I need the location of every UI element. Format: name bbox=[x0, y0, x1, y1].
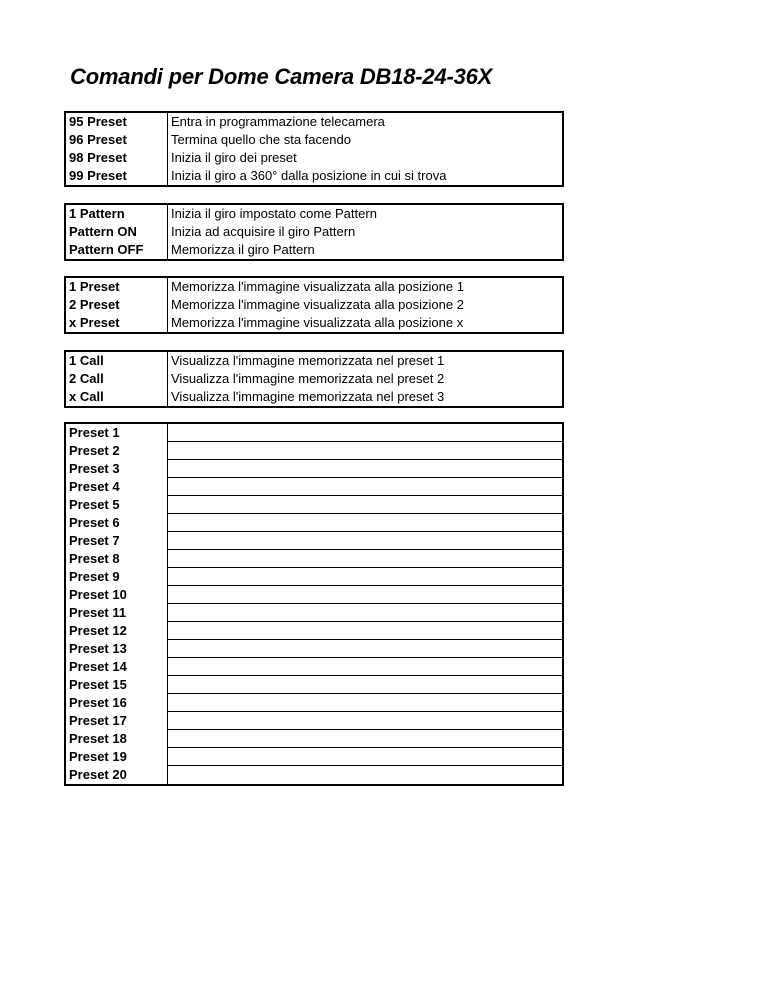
command-description-column bbox=[168, 205, 562, 259]
command-description: Visualizza l'immagine memorizzata nel preset 1 bbox=[171, 353, 445, 368]
command-key: Preset 18 bbox=[69, 731, 127, 746]
command-description-column bbox=[168, 113, 562, 185]
command-key: Preset 9 bbox=[69, 569, 120, 584]
command-description: Memorizza l'immagine visualizzata alla posizione x bbox=[171, 315, 464, 330]
command-key: Preset 17 bbox=[69, 713, 127, 728]
command-key-column bbox=[66, 278, 168, 332]
command-description: Entra in programmazione telecamera bbox=[171, 114, 385, 129]
command-description: Memorizza il giro Pattern bbox=[171, 242, 315, 257]
command-description bbox=[168, 748, 562, 766]
command-block-2 bbox=[64, 203, 564, 261]
command-block-4 bbox=[64, 350, 564, 408]
command-key: Preset 11 bbox=[69, 605, 127, 620]
command-key-column bbox=[66, 352, 168, 406]
command-key: 1 Call bbox=[69, 353, 104, 368]
command-description-column bbox=[168, 424, 562, 784]
command-key: Preset 15 bbox=[69, 677, 127, 692]
command-description: Inizia il giro dei preset bbox=[171, 150, 297, 165]
command-description bbox=[168, 676, 562, 694]
command-key: Preset 5 bbox=[69, 497, 120, 512]
command-description bbox=[168, 550, 562, 568]
command-key: 95 Preset bbox=[69, 114, 127, 129]
command-key: Preset 4 bbox=[69, 479, 120, 494]
command-key: 96 Preset bbox=[69, 132, 127, 147]
command-description bbox=[168, 640, 562, 658]
command-key: 1 Pattern bbox=[69, 206, 125, 221]
command-block-5 bbox=[64, 422, 564, 786]
command-key: 1 Preset bbox=[69, 279, 120, 294]
command-description: Inizia ad acquisire il giro Pattern bbox=[171, 224, 356, 239]
command-key: Preset 12 bbox=[69, 623, 127, 638]
command-description bbox=[168, 460, 562, 478]
command-key: Preset 19 bbox=[69, 749, 127, 764]
command-key: Preset 8 bbox=[69, 551, 120, 566]
command-key: Preset 10 bbox=[69, 587, 127, 602]
command-key-column bbox=[66, 424, 168, 784]
command-description: Visualizza l'immagine memorizzata nel preset 3 bbox=[171, 389, 445, 404]
command-key: Preset 2 bbox=[69, 443, 120, 458]
command-description: Visualizza l'immagine memorizzata nel preset 2 bbox=[171, 371, 445, 386]
command-description bbox=[168, 658, 562, 676]
command-key: Preset 3 bbox=[69, 461, 120, 476]
command-description bbox=[168, 604, 562, 622]
command-description bbox=[168, 514, 562, 532]
command-description bbox=[168, 694, 562, 712]
command-key: Preset 1 bbox=[69, 425, 120, 440]
command-description bbox=[168, 712, 562, 730]
page-title: Comandi per Dome Camera DB18-24-36X bbox=[70, 64, 493, 89]
command-key: Preset 20 bbox=[69, 767, 127, 782]
command-block-1 bbox=[64, 111, 564, 187]
command-description bbox=[168, 532, 562, 550]
command-key: Pattern OFF bbox=[69, 242, 144, 257]
command-key: Preset 14 bbox=[69, 659, 127, 674]
command-key: x Preset bbox=[69, 315, 120, 330]
command-key: Preset 6 bbox=[69, 515, 120, 530]
command-block-3 bbox=[64, 276, 564, 334]
command-key: 99 Preset bbox=[69, 168, 127, 183]
command-key: 98 Preset bbox=[69, 150, 127, 165]
command-description bbox=[168, 586, 562, 604]
command-key-column bbox=[66, 205, 168, 259]
command-description bbox=[168, 622, 562, 640]
command-description bbox=[168, 730, 562, 748]
command-description bbox=[168, 766, 562, 784]
command-description: Termina quello che sta facendo bbox=[171, 132, 351, 147]
command-key: Preset 7 bbox=[69, 533, 120, 548]
command-key: 2 Call bbox=[69, 371, 104, 386]
command-description: Memorizza l'immagine visualizzata alla posizione 2 bbox=[171, 297, 464, 312]
command-key: Preset 13 bbox=[69, 641, 127, 656]
command-description bbox=[168, 478, 562, 496]
command-description-column bbox=[168, 352, 562, 406]
command-description-column bbox=[168, 278, 562, 332]
command-description bbox=[168, 424, 562, 442]
command-description bbox=[168, 496, 562, 514]
command-description bbox=[168, 442, 562, 460]
command-key-column bbox=[66, 113, 168, 185]
command-key: Pattern ON bbox=[69, 224, 137, 239]
command-key: 2 Preset bbox=[69, 297, 120, 312]
command-key: Preset 16 bbox=[69, 695, 127, 710]
command-description: Memorizza l'immagine visualizzata alla posizione 1 bbox=[171, 279, 464, 294]
command-key: x Call bbox=[69, 389, 104, 404]
command-description bbox=[168, 568, 562, 586]
command-description: Inizia il giro a 360° dalla posizione in cui si trova bbox=[171, 168, 447, 183]
command-description: Inizia il giro impostato come Pattern bbox=[171, 206, 377, 221]
